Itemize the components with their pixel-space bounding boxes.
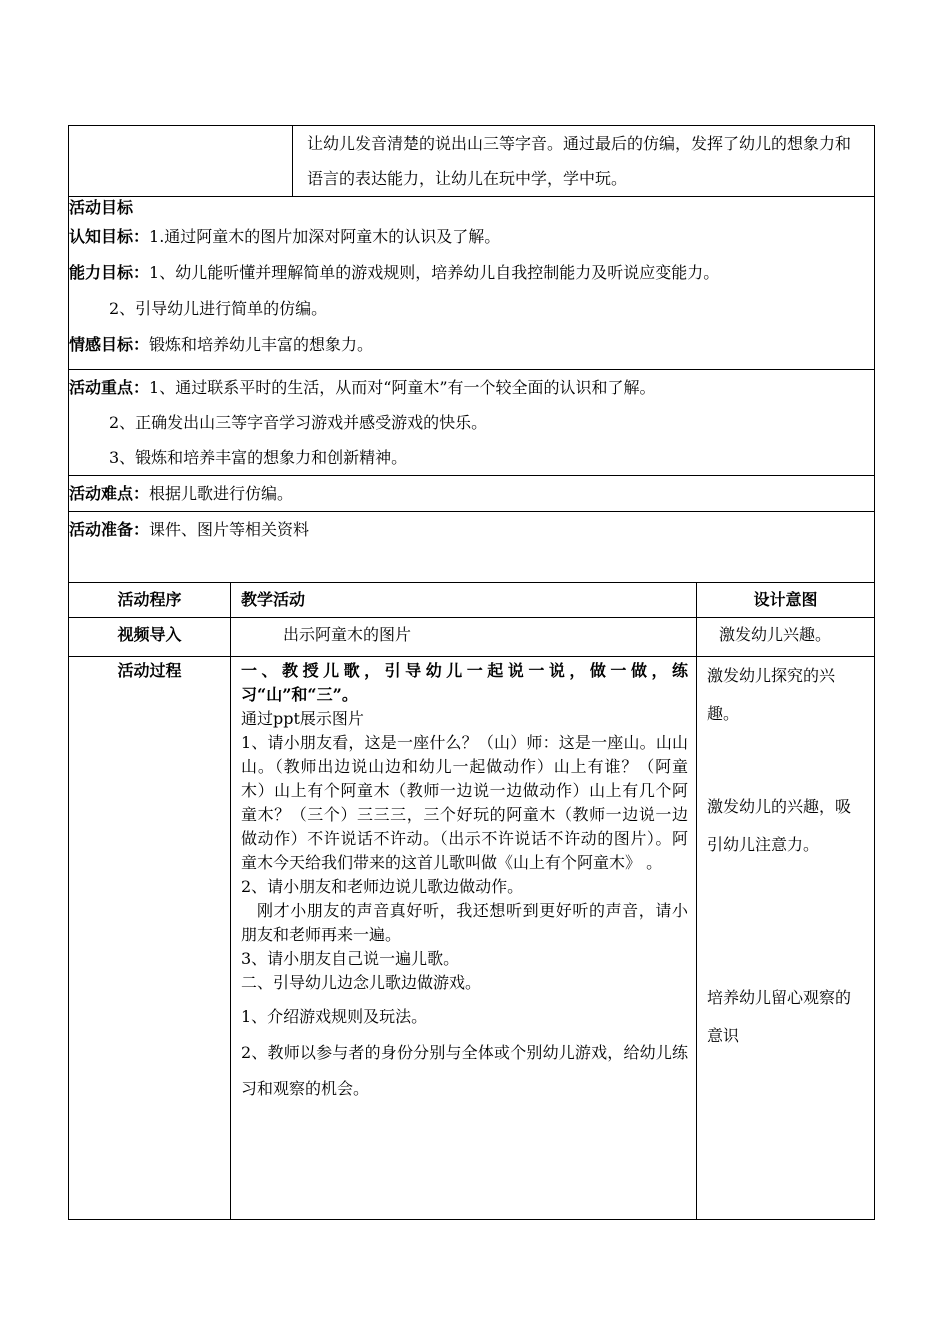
emotion-label: 情感目标： xyxy=(69,335,150,354)
difficulty-label: 活动难点： xyxy=(69,484,150,503)
key-points-cell xyxy=(69,370,875,476)
process-intent-cell xyxy=(697,657,875,1220)
preparation-text: 课件、图片等相关资料 xyxy=(149,520,310,539)
header-step: 活动程序 xyxy=(69,583,231,618)
difficulty-row xyxy=(69,476,875,512)
process-ppt-line: 通过ppt展示图片 xyxy=(241,709,364,728)
intro-row xyxy=(69,126,875,197)
process-activity-cell xyxy=(231,657,697,1220)
video-row xyxy=(69,618,875,657)
lesson-plan-table xyxy=(68,125,875,1220)
process-intent-1: 激发幼儿探究的兴趣。 xyxy=(707,666,836,723)
intro-cell xyxy=(293,126,875,197)
procedure-header-row xyxy=(69,583,875,618)
process-para-3: 刚才小朋友的声音真好听，我还想听到更好听的声音，请小朋友和老师再来一遍。 xyxy=(241,901,688,944)
process-intent-2: 激发幼儿的兴趣，吸引幼儿注意力。 xyxy=(707,797,852,854)
preparation-row xyxy=(69,512,875,583)
process-part2-title: 二、引导幼儿边念儿歌边做游戏。 xyxy=(241,973,482,992)
process-step: 活动过程 xyxy=(69,657,231,1220)
video-intent: 激发幼儿兴趣。 xyxy=(697,618,875,657)
difficulty-text: 根据儿歌进行仿编。 xyxy=(149,484,294,503)
key-point-2: 2、正确发出山三等字音学习游戏并感受游戏的快乐。 xyxy=(109,413,488,432)
process-part1-title: 一、教授儿歌，引导幼儿一起说一说，做一做，练习“山”和“三”。 xyxy=(241,661,688,704)
key-point-1: 1、通过联系平时的生活，从而对“阿童木”有一个较全面的认识和了解。 xyxy=(149,378,656,397)
preparation-label: 活动准备： xyxy=(69,520,150,539)
difficulty-cell xyxy=(69,476,875,512)
header-activity: 教学活动 xyxy=(231,583,697,618)
process-para-6: 2、教师以参与者的身份分别与全体或个别幼儿游戏，给幼儿练习和观察的机会。 xyxy=(241,1043,688,1098)
process-intent-3: 培养幼儿留心观察的意识 xyxy=(707,988,852,1045)
emotion-text: 锻炼和培养幼儿丰富的想象力。 xyxy=(149,335,374,354)
cognitive-label: 认知目标： xyxy=(69,227,150,246)
intro-empty-cell xyxy=(69,126,293,197)
ability-label: 能力目标： xyxy=(69,263,150,282)
key-points-row xyxy=(69,370,875,476)
header-intent: 设计意图 xyxy=(697,583,875,618)
goals-cell xyxy=(69,197,875,370)
process-row xyxy=(69,657,875,1220)
process-para-2: 2、请小朋友和老师边说儿歌边做动作。 xyxy=(241,877,524,896)
process-para-1: 1、请小朋友看，这是一座什么？（山）师：这是一座山。山山山。（教师出边说山边和幼儿一起做动作）山上有谁？（阿童木）山上有个阿童木（教师一边说一边做动作）山上有几个阿童木？（三个）三三三，三个好玩的阿童木（教师一边说一边做动作）不许说话不许动。（出示不许说话不许动的图片）。阿童木今天给我们带来的这首儿歌叫做《山上有个阿童木》 。 xyxy=(241,733,688,872)
goals-heading: 活动目标 xyxy=(69,198,134,217)
process-para-4: 3、请小朋友自己说一遍儿歌。 xyxy=(241,949,460,968)
ability-text-1: 1、幼儿能听懂并理解简单的游戏规则，培养幼儿自我控制能力及听说应变能力。 xyxy=(149,263,720,282)
preparation-cell xyxy=(69,512,875,583)
process-para-5: 1、介绍游戏规则及玩法。 xyxy=(241,1007,428,1026)
video-activity: 出示阿童木的图片 xyxy=(231,618,697,657)
key-points-label: 活动重点： xyxy=(69,378,150,397)
ability-text-2: 2、引导幼儿进行简单的仿编。 xyxy=(109,299,328,318)
cognitive-text: 1.通过阿童木的图片加深对阿童木的认识及了解。 xyxy=(149,227,501,246)
intro-text: 让幼儿发音清楚的说出山三等字音。通过最后的仿编，发挥了幼儿的想象力和语言的表达能力，让幼儿在玩中学，学中玩。 xyxy=(307,134,852,188)
goals-row xyxy=(69,197,875,370)
key-point-3: 3、锻炼和培养丰富的想象力和创新精神。 xyxy=(109,448,408,467)
video-step: 视频导入 xyxy=(69,618,231,657)
